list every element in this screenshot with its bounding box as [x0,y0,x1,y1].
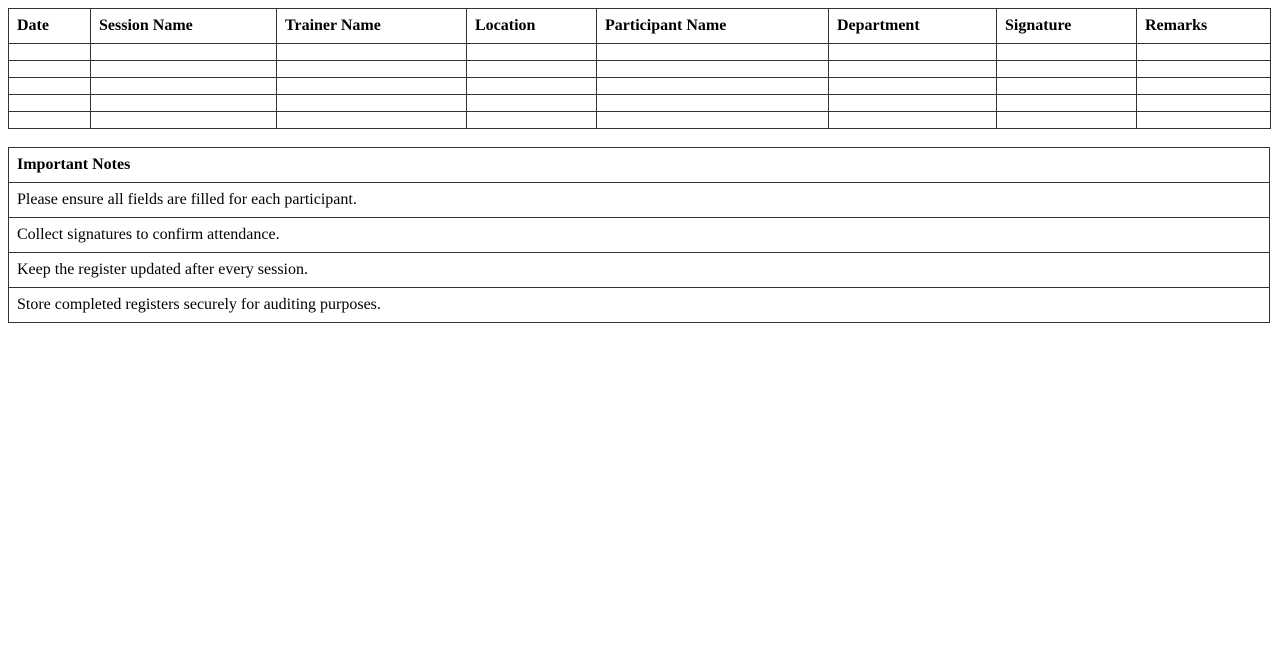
note-item: Store completed registers securely for auditing purposes. [9,288,1270,323]
notes-heading: Important Notes [9,148,1270,183]
column-header-date: Date [9,9,91,44]
signature-cell[interactable] [997,95,1137,112]
table-row [9,44,1271,61]
department-cell[interactable] [829,95,997,112]
date-cell[interactable] [9,44,91,61]
column-header-session-name: Session Name [91,9,277,44]
trainer-name-cell[interactable] [277,112,467,129]
table-row [9,95,1271,112]
signature-cell[interactable] [997,61,1137,78]
participant-name-cell[interactable] [597,61,829,78]
trainer-name-cell[interactable] [277,44,467,61]
department-cell[interactable] [829,44,997,61]
column-header-department: Department [829,9,997,44]
remarks-cell[interactable] [1137,112,1271,129]
attendance-register-table [8,8,1271,129]
column-header-signature: Signature [997,9,1137,44]
remarks-cell[interactable] [1137,44,1271,61]
participant-name-cell[interactable] [597,78,829,95]
date-cell[interactable] [9,95,91,112]
note-row [9,253,1270,288]
session-name-cell[interactable] [91,95,277,112]
remarks-cell[interactable] [1137,61,1271,78]
table-header-row [9,9,1271,44]
signature-cell[interactable] [997,78,1137,95]
note-row [9,218,1270,253]
signature-cell[interactable] [997,44,1137,61]
location-cell[interactable] [467,61,597,78]
department-cell[interactable] [829,78,997,95]
participant-name-cell[interactable] [597,44,829,61]
department-cell[interactable] [829,112,997,129]
note-row [9,183,1270,218]
remarks-cell[interactable] [1137,78,1271,95]
column-header-participant-name: Participant Name [597,9,829,44]
date-cell[interactable] [9,78,91,95]
trainer-name-cell[interactable] [277,61,467,78]
column-header-trainer-name: Trainer Name [277,9,467,44]
trainer-name-cell[interactable] [277,78,467,95]
session-name-cell[interactable] [91,78,277,95]
participant-name-cell[interactable] [597,112,829,129]
session-name-cell[interactable] [91,44,277,61]
department-cell[interactable] [829,61,997,78]
date-cell[interactable] [9,61,91,78]
trainer-name-cell[interactable] [277,95,467,112]
table-row [9,78,1271,95]
note-item: Collect signatures to confirm attendance. [9,218,1270,253]
session-name-cell[interactable] [91,112,277,129]
note-item: Please ensure all fields are filled for each participant. [9,183,1270,218]
session-name-cell[interactable] [91,61,277,78]
location-cell[interactable] [467,78,597,95]
remarks-cell[interactable] [1137,95,1271,112]
column-header-location: Location [467,9,597,44]
important-notes-table [8,147,1270,323]
table-row [9,112,1271,129]
location-cell[interactable] [467,44,597,61]
date-cell[interactable] [9,112,91,129]
signature-cell[interactable] [997,112,1137,129]
table-row [9,61,1271,78]
note-item: Keep the register updated after every session. [9,253,1270,288]
location-cell[interactable] [467,95,597,112]
participant-name-cell[interactable] [597,95,829,112]
location-cell[interactable] [467,112,597,129]
column-header-remarks: Remarks [1137,9,1271,44]
note-row [9,288,1270,323]
notes-heading-row [9,148,1270,183]
